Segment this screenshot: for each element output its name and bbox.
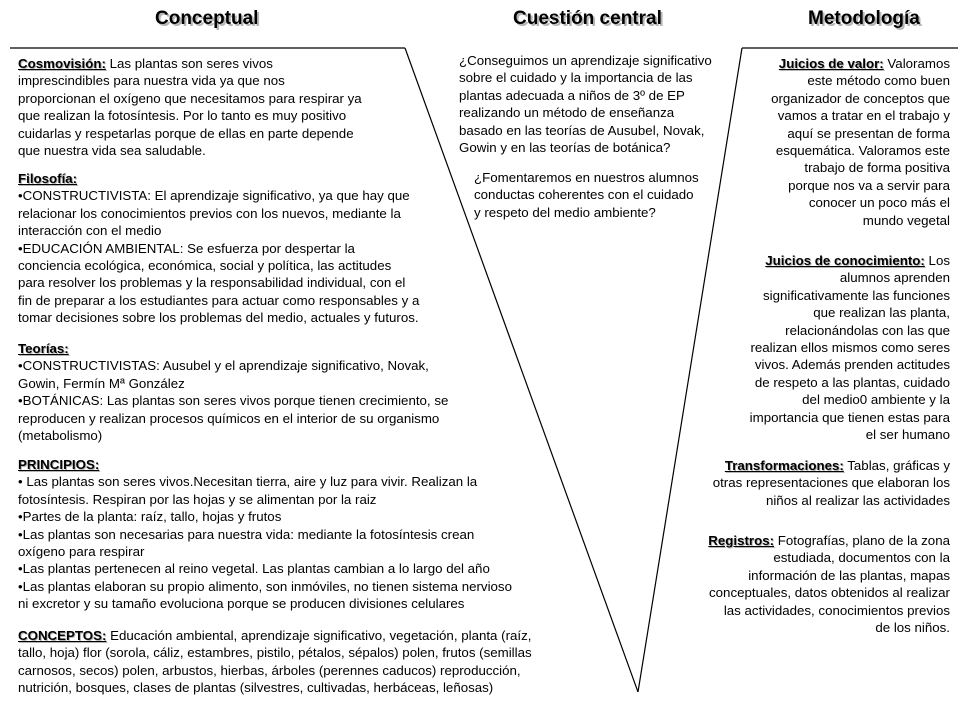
principios-label: PRINCIPIOS: (18, 457, 100, 472)
principios-line: ni excretor y su tamaño evoluciona porque se producen divisiones celulares (18, 596, 465, 612)
juicios-valor-line: mundo vegetal (862, 212, 950, 228)
registros-line: conceptuales, datos obtenidos al realizar (709, 585, 950, 601)
principios-line: •Partes de la planta: raíz, tallo, hojas y frutos (18, 509, 282, 525)
juicios-valor-line: organizador de conceptos que (771, 90, 950, 106)
juicios-conocimiento-line: significativamente las funciones (763, 287, 950, 303)
principios-line: oxígeno para respirar (18, 544, 145, 560)
juicios-conocimiento-line: vivos. Además prenden actitudes (754, 357, 950, 373)
registros-line: de los niños. (875, 620, 950, 636)
principios-line: • Las plantas son seres vivos.Necesitan tierra, aire y luz para vivir. Realizan la (18, 474, 478, 490)
principios-line: •Las plantas pertenecen al reino vegetal. Las plantas cambian a lo largo del año (18, 561, 490, 577)
title-cuestion-central: Cuestión central (513, 8, 662, 29)
registros-line: información de las plantas, mapas (748, 567, 950, 583)
juicios-valor-text: Valoramos (883, 56, 950, 71)
cosmovision-line: proporcionan el oxígeno que necesitamos para respirar ya (18, 90, 362, 106)
juicios-conocimiento-line: alumnos aprenden (839, 270, 950, 286)
filosofia-line: para resolver los problemas y la responsabilidad individual, con el (18, 275, 406, 291)
principios-block (18, 456, 512, 613)
juicios-conocimiento-text: Los (924, 253, 950, 268)
juicios-valor-line: trabajo de forma positiva (804, 160, 950, 176)
transformaciones-label: Transformaciones: (724, 458, 844, 473)
title-conceptual: Conceptual (155, 8, 259, 29)
juicios-valor-line (771, 55, 950, 72)
registros-line: estudiada, documentos con la (773, 550, 950, 566)
teorias-block (18, 340, 448, 444)
juicios-valor-line: conocer un poco más el (808, 195, 950, 211)
juicios-conocimiento-line: de respeto a las plantas, cuidado (754, 374, 950, 390)
title-metodologia: Metodología (808, 8, 920, 29)
question-line: ¿Conseguimos un aprendizaje significativo (459, 53, 712, 68)
juicios-conocimiento-label: Juicios de conocimiento: (765, 253, 925, 268)
juicios-valor-line: vamos a tratar en el trabajo y (777, 108, 950, 124)
question-line: sobre el cuidado y la importancia de las (459, 70, 693, 86)
juicios-conocimiento-line: relacionándolas con las que (785, 322, 950, 338)
registros-block (708, 532, 950, 636)
teorias-line: reproducen y realizan procesos químicos en el interior de su organismo (18, 410, 440, 426)
cosmovision-block (18, 55, 362, 159)
conceptos-line: nutrición, bosques, clases de plantas (silvestres, cultivadas, herbáceas, leñosas) (18, 680, 494, 696)
juicios-conocimiento-line: del medio0 ambiente y la (802, 392, 950, 408)
juicios-valor-line: porque nos va a servir para (788, 177, 950, 193)
transformaciones-line: niños al realizar las actividades (765, 492, 950, 508)
question-line: y respeto del medio ambiente? (474, 204, 656, 220)
question-line: Gowin y en las teorías de botánica? (459, 140, 671, 156)
juicios-conocimiento-block (750, 252, 950, 443)
question-line: plantas adecuada a niños de 3º de EP (459, 87, 685, 103)
teorias-line: •BOTÁNICAS: Las plantas son seres vivos porque tienen crecimiento, se (18, 393, 449, 409)
question-line: ¿Fomentaremos en nuestros alumnos (474, 170, 699, 185)
principios-line: •Las plantas son necesarias para nuestra vida: mediante la fotosíntesis crean (18, 526, 475, 542)
juicios-valor-line: esquemática. Valoramos este (775, 143, 950, 159)
teorias-line: (metabolismo) (18, 428, 103, 444)
registros-text: Fotografías, plano de la zona (774, 533, 950, 548)
cosmovision-text: Las plantas son seres vivos (105, 56, 273, 71)
cosmovision-label: Cosmovisión: (18, 56, 106, 71)
central-question-2 (474, 169, 699, 221)
registros-label: Registros: (708, 533, 775, 548)
filosofia-line: •CONSTRUCTIVISTA: El aprendizaje significativo, ya que hay que (18, 188, 410, 204)
teorias-line: •CONSTRUCTIVISTAS: Ausubel y el aprendizaje significativo, Novak, (18, 358, 429, 374)
transformaciones-line (713, 457, 950, 474)
conceptos-line (18, 627, 532, 644)
filosofia-line: interacción con el medio (18, 223, 162, 239)
transformaciones-block (713, 457, 950, 509)
teorias-line: Gowin, Fermín Mª González (18, 375, 185, 391)
principios-line: fotosíntesis. Respiran por las hojas y se alimentan por la raiz (18, 491, 377, 507)
juicios-valor-block (771, 55, 950, 229)
filosofia-line: conciencia ecológica, económica, social y política, las actitudes (18, 258, 392, 274)
question-line: realizando un método de enseñanza (459, 105, 675, 121)
filosofia-line: tomar decisiones sobre los problemas del medio, actuales y futuros. (18, 310, 419, 326)
teorias-label: Teorías: (18, 341, 69, 356)
filosofia-block (18, 170, 419, 327)
juicios-conocimiento-line: importancia que tienen estas para (749, 409, 950, 425)
filosofia-line: relacionar los conocimientos previos con los nuevos, mediante la (18, 205, 401, 221)
cosmovision-line: que realizan la fotosíntesis. Por lo tanto es muy positivo (18, 108, 347, 124)
central-question-1 (459, 52, 712, 156)
cosmovision-line: cuidarlas y respetarlas porque de ellas en parte depende (18, 125, 354, 141)
transformaciones-line: otras representaciones que elaboran los (712, 475, 950, 491)
question-line: basado en las teorías de Ausubel, Novak, (459, 122, 705, 138)
filosofia-label: Filosofía: (18, 171, 78, 186)
juicios-conocimiento-line: realizan ellos mismos como seres (750, 340, 950, 356)
juicios-conocimiento-line: el ser humano (865, 427, 950, 443)
registros-line (708, 532, 950, 549)
question-line: conductas coherentes con el cuidado (474, 187, 694, 203)
juicios-conocimiento-line: que realizan las planta, (813, 305, 950, 321)
conceptos-block (18, 627, 532, 697)
cosmovision-line: que nuestra vida sea saludable. (18, 143, 206, 159)
conceptos-text: Educación ambiental, aprendizaje significativo, vegetación, planta (raíz, (106, 628, 532, 643)
principios-line: •Las plantas elaboran su propio alimento, son inmóviles, no tienen sistema nervioso (18, 578, 512, 594)
transformaciones-text: Tablas, gráficas y (843, 458, 950, 473)
juicios-valor-label: Juicios de valor: (778, 56, 884, 71)
filosofia-line: •EDUCACIÓN AMBIENTAL: Se esfuerza por despertar la (18, 240, 355, 256)
juicios-valor-line: aquí se presentan de forma (787, 125, 950, 141)
cosmovision-line: imprescindibles para nuestra vida ya que nos (18, 73, 285, 89)
conceptos-line: tallo, hoja) flor (sorola, cáliz, estambres, pistilo, pétalos, sépalos) polen, frutos (semillas (18, 645, 532, 661)
filosofia-line: fin de preparar a los estudiantes para actuar como responsables y a (18, 292, 420, 308)
conceptos-line: carnosos, secos) polen, arbustos, hierbas, árboles (perennes caducos) reproducción, (18, 662, 521, 678)
juicios-conocimiento-line (750, 252, 950, 269)
conceptos-label: CONCEPTOS: (18, 628, 107, 643)
cosmovision-line (18, 55, 362, 72)
registros-line: las actividades, conocimientos previos (723, 602, 950, 618)
juicios-valor-line: este método como buen (807, 73, 950, 89)
